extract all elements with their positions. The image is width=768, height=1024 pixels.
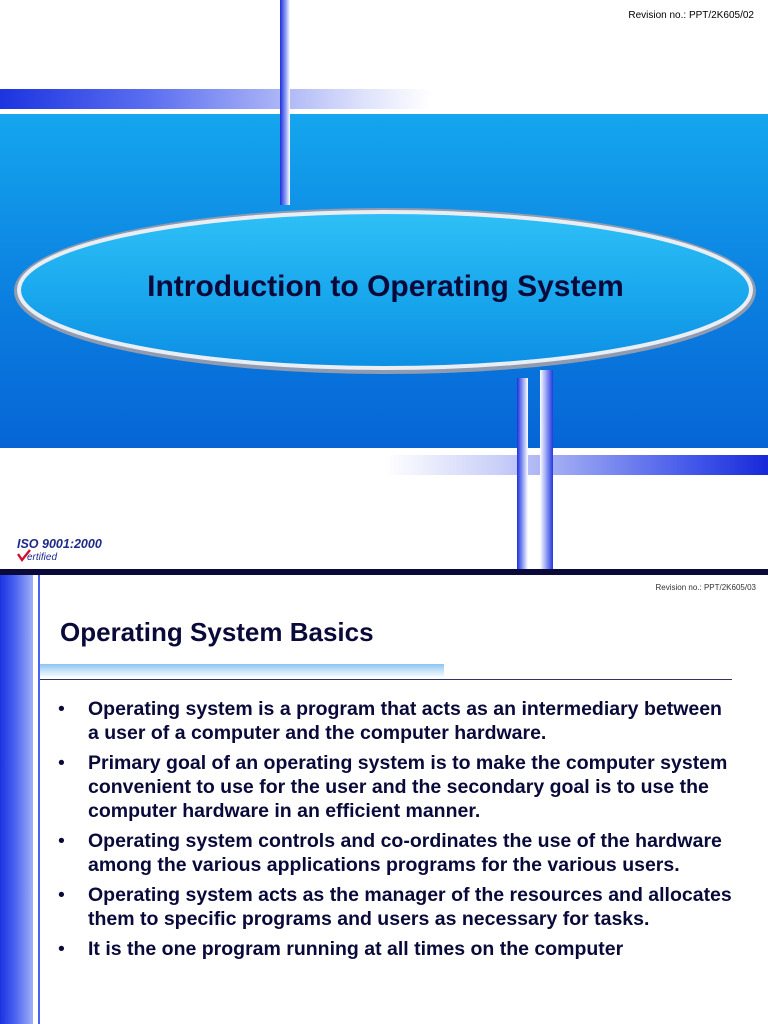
bullet-item [58, 697, 738, 745]
bullet-list [58, 697, 738, 967]
bullet-text: It is the one program running at all times on the computer [88, 938, 624, 960]
decorative-bar-top [0, 89, 430, 109]
bullet-text: Operating system is a program that acts as an intermediary between a user of a computer and the computer hardware. [88, 698, 722, 744]
decorative-vertical-bar [280, 0, 290, 205]
bullet-text: Operating system acts as the manager of the resources and allocates them to specific programs and users as necessary for tasks. [88, 884, 732, 930]
svg-text:ertified: ertified [27, 552, 58, 563]
slide-title: Operating System Basics [60, 617, 374, 647]
iso-certified-logo [16, 535, 102, 563]
left-accent-bar [0, 575, 33, 1024]
revision-number: Revision no.: PPT/2K605/02 [628, 10, 754, 21]
title-rule [40, 679, 732, 680]
bullet-symbol: • [58, 884, 65, 906]
title-underline-bar [40, 664, 444, 678]
bullet-symbol: • [58, 830, 65, 852]
bullet-symbol: • [58, 752, 65, 774]
bullet-item [58, 829, 738, 877]
bullet-symbol: • [58, 938, 65, 960]
slide-title: Introduction to Operating System [147, 270, 624, 303]
bullet-item [58, 751, 738, 823]
bullet-symbol: • [58, 698, 65, 720]
slide-operating-system-basics [0, 575, 768, 1024]
bullet-text: Primary goal of an operating system is to make the computer system convenient to use for the user and the secondary goal is to use the computer hardware in an efficient manner. [88, 752, 728, 822]
bullet-text: Operating system controls and co-ordinates the use of the hardware among the various applications programs for the various users. [88, 830, 722, 876]
bullet-item [58, 883, 738, 931]
decorative-vertical-bar [540, 370, 553, 570]
bullet-item [58, 937, 738, 961]
decorative-bar-bottom [385, 455, 768, 475]
svg-text:ISO 9001:2000: ISO 9001:2000 [17, 537, 102, 551]
revision-number: Revision no.: PPT/2K605/03 [655, 583, 756, 592]
decorative-vertical-bar [517, 378, 528, 570]
left-accent-line [38, 575, 40, 1024]
